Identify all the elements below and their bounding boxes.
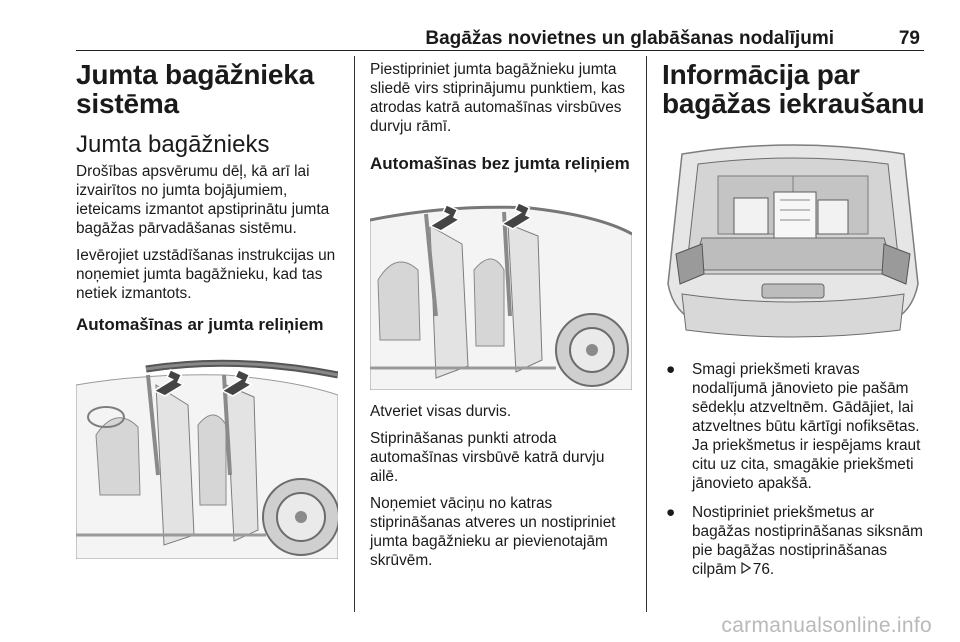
column-2 (370, 60, 632, 578)
heading-loading-info: Informācija par bagāžas iekraušanu (662, 59, 925, 119)
bullet-text-secure-items: Nostipriniet priekšmetus ar bagāžas nostiprināšanas siksnām pie bagāžas nostiprināšanas cilpām (692, 504, 923, 578)
column-divider-1 (354, 56, 355, 612)
illustration-cargo-area (662, 134, 924, 348)
column-divider-2 (646, 56, 647, 612)
cargo-area-drawing (662, 134, 924, 348)
paragraph-remove-caps: Noņemiet vāciņu no katras stiprināšanas atveres un nostipriniet jumta bagāžnieku ar pievienotajām skrūvēm. (370, 495, 616, 569)
arrow-right-outline-icon[interactable] (741, 560, 753, 579)
bullet-icon: ● (666, 504, 676, 521)
paragraph-safety: Drošības apsvērumu dēļ, kā arī lai izvairītos no jumta bojājumiem, ieteicams izmantot apstiprinātu jumta bagāžas pārvadāšanas sistēmu. (76, 163, 330, 237)
paragraph-mounting-points: Stiprināšanas punkti atroda automašīnas virsbūvē katrā durvju ailē. (370, 430, 605, 485)
heading-roof-rack: Jumta bagāžnieks (76, 131, 270, 158)
car-without-rails-drawing (370, 190, 632, 390)
page-number: 79 (898, 28, 920, 49)
paragraph-open-doors: Atveriet visas durvis. (370, 403, 512, 420)
heading-without-rails: Automašīnas bez jumta reliņiem (370, 154, 630, 173)
car-with-rails-drawing (76, 345, 338, 559)
loading-tips-list (662, 360, 928, 579)
bullet-icon: ● (666, 361, 676, 378)
paragraph-instructions: Ievērojiet uzstādīšanas instrukcijas un noņemiet jumta bagāžnieku, kad tas netiek izmantots. (76, 247, 336, 302)
column-1 (76, 60, 340, 559)
section-title: Bagāžas novietnes un glabāšanas nodalījumi (425, 28, 834, 49)
page-reference-link[interactable]: 76. (752, 561, 775, 578)
bullet-text-heavy-items: Smagi priekšmeti kravas nodalījumā jānovieto pie pašām sēdekļu atzveltnēm. Gādājiet, lai atzveltnes būtu kārtīgi nofiksētas. Ja priekšmetus ir iespējams kraut citu uz cita, smagākie priekšmeti jānovieto apakšā. (692, 361, 921, 492)
heading-roof-rack-system: Jumta bagāžnieka sistēma (76, 59, 314, 119)
page-header (76, 26, 924, 51)
column-3 (662, 60, 928, 589)
paragraph-attach-rails: Piestipriniet jumta bagāžnieku jumta sliedē virs stiprinājumu punktiem, kas atrodas katrā automašīnas virsbūves durvju rāmī. (370, 61, 625, 135)
illustration-car-without-rails (370, 190, 632, 390)
heading-with-rails: Automašīnas ar jumta reliņiem (76, 315, 324, 334)
illustration-car-with-rails (76, 345, 338, 559)
list-item (662, 360, 928, 493)
watermark: carmanualsonline.info (721, 614, 932, 637)
list-item (662, 503, 928, 579)
